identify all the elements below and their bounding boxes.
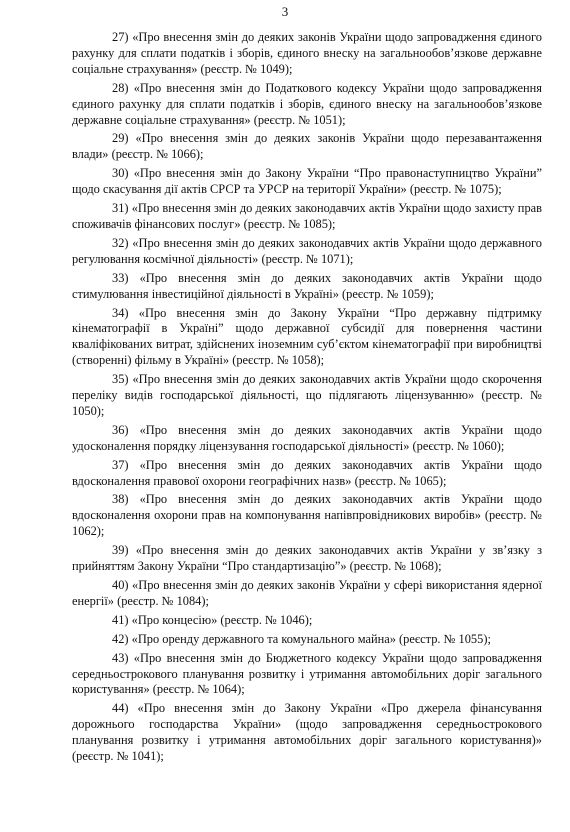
item-text: «Про внесення змін до деяких законодавчих актів України щодо захисту прав споживачів фінансових послуг» (реєстр. № 1085);	[72, 201, 542, 231]
list-item	[72, 236, 542, 268]
list-item	[72, 632, 542, 648]
item-text: «Про внесення змін до Податкового кодексу України щодо запровадження єдиного рахунку для сплати податків і зборів, єдиного внеску на загальнообов’язкове державне соціальне страхування» (реєстр. № 1051);	[72, 80, 542, 127]
item-number: 40)	[112, 578, 129, 592]
item-number: 27)	[112, 30, 129, 44]
list-item	[72, 271, 542, 303]
item-text: «Про внесення змін до деяких законодавчих актів України у зв’язку з прийняттям Закону України “Про стандартизацію”» (реєстр. № 1068);	[72, 543, 542, 574]
list-item	[72, 701, 542, 765]
list-item	[72, 372, 542, 420]
item-number: 44)	[112, 701, 129, 716]
item-number: 28)	[112, 80, 129, 95]
item-text: «Про внесення змін до деяких законодавчих актів України щодо скорочення переліку видів господарської діяльності, що підлягають ліцензуванню» (реєстр. № 1050);	[72, 372, 542, 418]
document-body	[72, 30, 542, 768]
item-number: 30)	[112, 166, 129, 181]
list-item	[72, 166, 542, 198]
item-text: «Про внесення змін до деяких законодавчих актів України щодо вдосконалення правової охорони географічних назв» (реєстр. № 1065);	[72, 457, 542, 488]
item-text: «Про внесення змін до деяких законодавчих актів України щодо удосконалення порядку ліцензування господарської діяльності» (реєстр. № 1060);	[72, 422, 542, 453]
item-text: «Про оренду державного та комунального майна» (реєстр. № 1055);	[131, 631, 491, 646]
list-item	[72, 578, 542, 610]
item-number: 36)	[112, 422, 129, 437]
list-item	[72, 201, 542, 233]
item-number: 39)	[112, 543, 129, 558]
item-text: «Про внесення змін до деяких законодавчих актів України щодо стимулювання інвестиційної діяльності в Україні» (реєстр. № 1059);	[72, 270, 542, 301]
item-text: «Про внесення змін до Закону України “Про державну підтримку кінематографії в Україні” щодо державної субсидії для повернення частини кваліфікованих витрат, здійснених іноземним суб’єктом кінематографії при виробництві (створенні) фільму в Україні» (реєстр. № 1058);	[72, 305, 542, 368]
item-number: 35)	[112, 372, 129, 387]
item-text: «Про внесення змін до деяких законодавчих актів України щодо державного регулювання космічної діяльності» (реєстр. № 1071);	[72, 235, 542, 266]
item-number: 43)	[112, 650, 129, 665]
item-number: 42)	[112, 631, 129, 646]
item-text: «Про концесію» (реєстр. № 1046);	[131, 612, 313, 627]
item-number: 29)	[112, 131, 129, 146]
item-text: «Про внесення змін до Закону України «Про джерела фінансування дорожнього господарства України» (щодо запровадження середньострокового планування розвитку і утримання автомобільних доріг загального користування)» (реєстр. № 1041);	[72, 701, 542, 764]
item-text: «Про внесення змін до деяких законів України щодо запровадження єдиного рахунку для сплати податків і зборів, єдиного внеску на загальнообов’язкове державне соціальне страхування» (реєстр. № 1049);	[72, 30, 542, 76]
item-number: 37)	[112, 457, 129, 472]
list-item	[72, 81, 542, 129]
list-item	[72, 458, 542, 490]
item-number: 38)	[112, 492, 129, 507]
item-text: «Про внесення змін до деяких законодавчих актів України щодо вдосконалення охорони прав на компонування напівпровідникових виробів» (реєстр. № 1062);	[72, 492, 542, 539]
item-text: «Про внесення змін до Бюджетного кодексу України щодо запровадження середньострокового планування розвитку і утримання автомобільних доріг загального користування» (реєстр. № 1064);	[72, 650, 542, 697]
list-item	[72, 306, 542, 370]
item-text: «Про внесення змін до Закону України “Про правонаступництво України” щодо скасування дії актів СРСР та УРСР на території України» (реєстр. № 1075);	[72, 166, 542, 197]
item-number: 41)	[112, 612, 129, 627]
item-number: 31)	[112, 201, 129, 216]
item-text: «Про внесення змін до деяких законів України щодо перезавантаження влади» (реєстр. № 1066);	[72, 131, 542, 162]
item-number: 34)	[112, 305, 129, 320]
list-item	[72, 543, 542, 575]
list-item	[72, 30, 542, 78]
list-item	[72, 423, 542, 455]
item-number: 32)	[112, 235, 129, 250]
list-item	[72, 131, 542, 163]
item-number: 33)	[112, 270, 129, 285]
list-item	[72, 613, 542, 629]
item-text: «Про внесення змін до деяких законів України у сфері використання ядерної енергії» (реєстр. № 1084);	[72, 578, 542, 608]
page-number: 3	[281, 4, 289, 19]
list-item	[72, 651, 542, 699]
list-item	[72, 492, 542, 540]
